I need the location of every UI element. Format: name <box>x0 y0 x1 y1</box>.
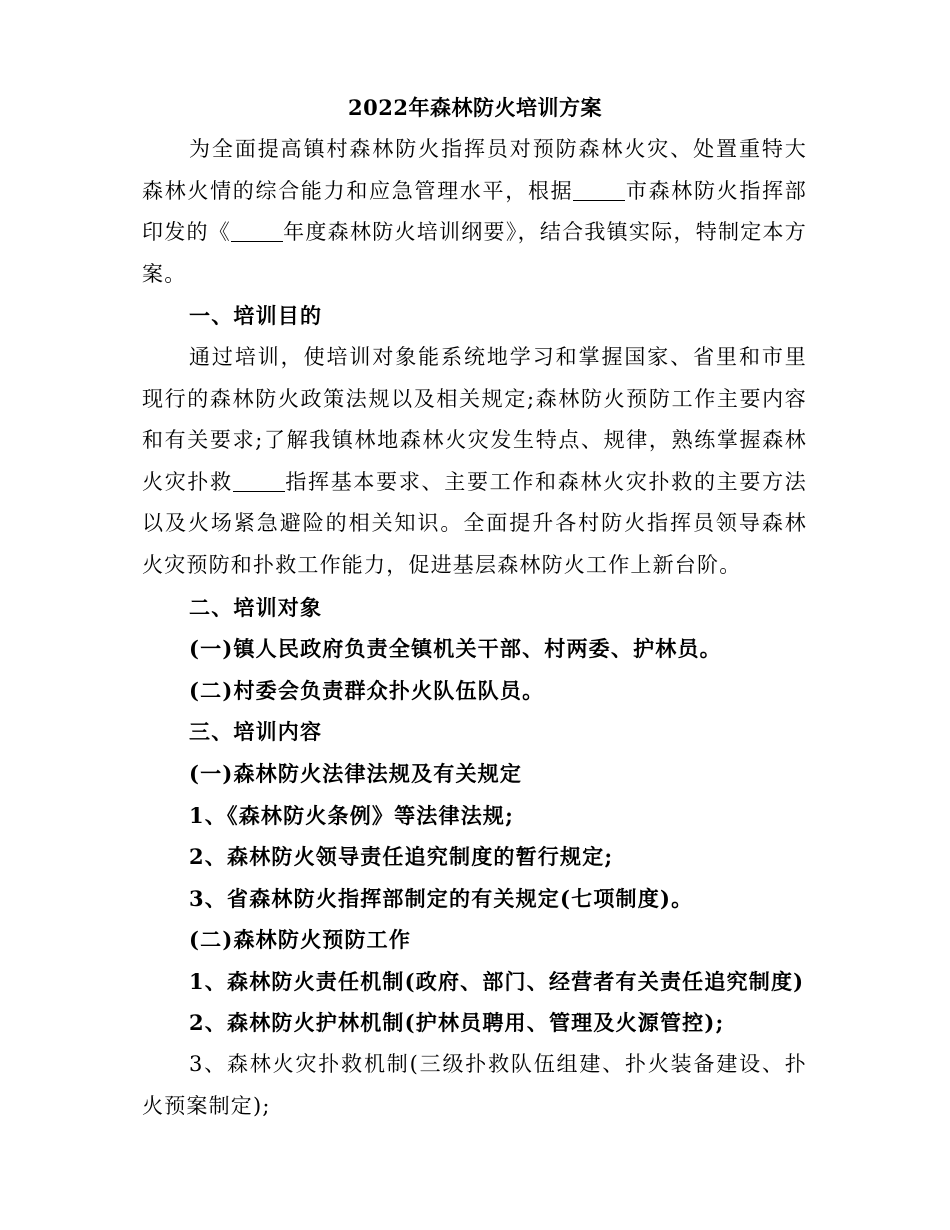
section-heading-audience: 二、培训对象 <box>189 594 323 620</box>
content-item: 3、省森林防火指挥部制定的有关规定(七项制度)。 <box>189 885 694 911</box>
content-item: 1、《森林防火条例》等法律法规; <box>189 802 515 828</box>
document-title: 2022年森林防火培训方案 <box>348 95 602 120</box>
fill-blank <box>231 220 283 242</box>
content-item: 2、森林防火护林机制(护林员聘用、管理及火源管控); <box>189 1010 725 1036</box>
intro-text-3: 年度森林防火培训纲要》，结合我镇实际，特制定本方案。 <box>142 220 807 286</box>
purpose-text-2: 指挥基本要求、主要工作和森林火灾扑救的主要方法以及火场紧急避险的相关知识。全面提升各村防火指挥员领导森林火灾预防和扑救工作能力，促进基层森林防火工作上新台阶。 <box>142 469 807 577</box>
section-heading-content: 三、培训内容 <box>189 719 323 745</box>
audience-item: (一)镇人民政府负责全镇机关干部、村两委、护林员。 <box>189 636 722 662</box>
intro-paragraph <box>142 129 807 295</box>
content-subheading-laws: (一)森林防火法律法规及有关规定 <box>189 760 523 786</box>
section-heading-purpose: 一、培训目的 <box>189 303 323 329</box>
fill-blank <box>233 470 285 492</box>
fill-blank <box>573 179 625 201</box>
content-item: 1、森林防火责任机制(政府、部门、经营者有关责任追究制度) <box>189 968 805 994</box>
content-subheading-prevention: (二)森林防火预防工作 <box>189 927 412 953</box>
purpose-paragraph <box>142 337 807 587</box>
intro-text-1: 为全面提高镇村森林防火指挥员对预防森林火灾、处置重特大森林火情的综合能力和应急管理水平，根据 <box>142 137 807 203</box>
document-body <box>142 129 807 1127</box>
intro-text-2: 市森林防火指挥部印发的《 <box>142 178 807 245</box>
content-item: 2、森林防火领导责任追究制度的暂行规定; <box>189 844 614 870</box>
content-item: 3、森林火灾扑救机制(三级扑救队伍组建、扑火装备建设、扑火预案制定); <box>142 1052 807 1118</box>
audience-item: (二)村委会负责群众扑火队伍队员。 <box>189 677 545 703</box>
purpose-text-1: 通过培训，使培训对象能系统地学习和掌握国家、省里和市里现行的森林防火政策法规以及相关规定;森林防火预防工作主要内容和有关要求;了解我镇林地森林火灾发生特点、规律，熟练掌握森林火灾扑救 <box>142 344 807 494</box>
